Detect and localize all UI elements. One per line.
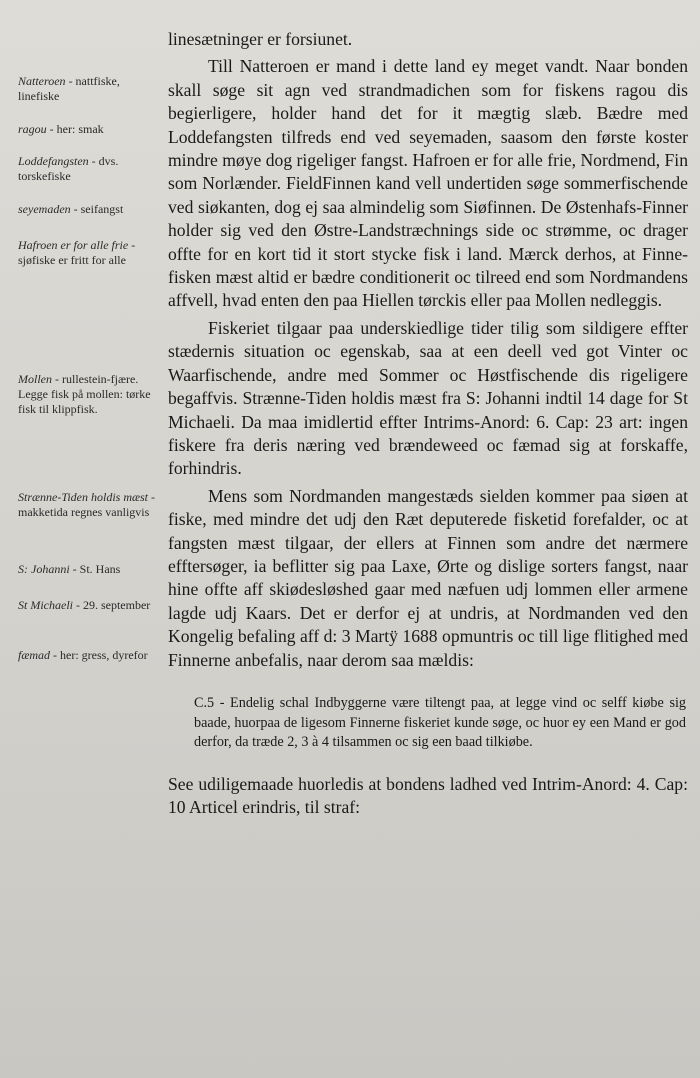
- note-term: Mollen: [18, 372, 52, 386]
- paragraph-see-udiligemaade: See udiligemaade huorledis at bondens ladhed ved Intrim-Anord: 4. Cap: 10 Articel erindris, til straf:: [168, 773, 688, 818]
- note-text: - makketida regnes vanligvis: [18, 490, 156, 519]
- note-text: - nattfiske, linefiske: [18, 74, 120, 103]
- note-term: S: Johanni: [18, 562, 70, 576]
- note-term: seyemaden: [18, 202, 71, 216]
- note-text: - seifangst: [73, 202, 124, 216]
- margin-note-s-johanni: [18, 562, 158, 577]
- note-text: - St. Hans: [72, 562, 121, 576]
- margin-note-straenne-tiden: [18, 490, 158, 520]
- margin-note-seyemaden: [18, 202, 158, 217]
- paragraph-natteroen: Till Natteroen er mand i dette land ey meget vandt. Naar bonden skall søge sit agn ved strandmadichen som for fiskens ragou dis begierligere, holder hand det for it mægtig slæb. Bædre med Loddefangsten tilfreds end ved seyemaden, saasom den første koster mindre møye dog rigeliger fangst. Hafroen er for alle frie, Nordmend, Fin som Norlænder. FieldFinnen kand vell undertiden søge sommerfischende ved siøkanten, dog ej saa almindelig som Siøfinnen. De Østenhafs-Finner holder sig ved den Østre-Landstræchnings side oc strømme, oc drager offte for en kort tid it stort stycke fisk i land. Mærck derhos, at Finne-fisken mæst altid er bædre conditionerit oc tilreed end som Nordmandens affvell, hvad enten den paa Hiellen tørckis eller paa Mollen nedleggis.: [168, 56, 688, 311]
- paragraph-fiskeriet: Fiskeriet tilgaar paa underskiedlige tider tilig som sildigere effter stædernis situation oc egenskab, saa at een deell ved got Vinter oc Waarfischende, andre med Sommer oc Høstfischende dis rigeligere begaffvis. Strænne-Tiden holdis mæst fra S: Johanni indtil 14 dage for St Michaeli. Da maa imidlertid effter Intrims-Anord: 6. Cap: 23 art: ingen fiskere fra deris næring ved brændeweed oc fæmad sig at forskaffe, forhindris.: [168, 317, 688, 479]
- note-text: - her: gress, dyrefor: [53, 648, 148, 662]
- margin-note-faemad: [18, 648, 158, 663]
- note-term: Loddefangsten: [18, 154, 89, 168]
- margin-note-mollen: [18, 372, 158, 417]
- note-text: - 29. september: [75, 598, 151, 612]
- note-term: Natteroen: [18, 74, 66, 88]
- note-text: - sjøfiske er fritt for alle: [18, 238, 136, 267]
- note-text: - her: smak: [49, 122, 104, 136]
- note-term: ragou: [18, 122, 47, 136]
- margin-note-ragou: [18, 122, 158, 137]
- note-term: St Michaeli: [18, 598, 73, 612]
- note-text: - dvs. torskefiske: [18, 154, 119, 183]
- paragraph-nordmanden: Mens som Nordmanden mangestæds sielden kommer paa siøen at fiske, med mindre det udj den Ræt deputerede fisketid forefalder, oc at fangsten mæst tilgaar, der ellers at Finnen som andre det nærmere efftersøger, ia beflitter sig paa Laxe, Ørte og dislige sorters fangst, naar hine offte aff skiødesløshed gaar med næfuen udj lommen eller armene lagde udj Kaars. Det er derfor ej at undris, at Nordmanden ved den Kongelig befaling aff d: 3 Martÿ 1688 opmuntris oc till lige flitighed med Finnerne anbefalis, naar derom saa mældis:: [168, 485, 688, 670]
- quoted-article-c5: C.5 - Endelig schal Indbyggerne være tiltengt paa, at legge vind oc selff kiøbe sig baade, huorpaa de ligesom Finnerne fiskeriet kunde søge, oc huor ey een Mand er god derfor, da træde 2, 3 à 4 tilsammen oc sig een baad tilkiøbe.: [194, 694, 686, 751]
- paragraph-continued: linesætninger er forsiunet.: [168, 29, 353, 49]
- margin-note-natteroen: [18, 74, 158, 104]
- margin-note-loddefangsten: [18, 154, 158, 184]
- main-text: [168, 28, 688, 820]
- note-term: Strænne-Tiden holdis mæst: [18, 490, 149, 504]
- margin-note-st-michaeli: [18, 598, 158, 613]
- note-term: Hafroen er for alle frie: [18, 238, 129, 252]
- note-text: - rullestein-fjære. Legge fisk på mollen: tørke fisk til klippfisk.: [18, 372, 151, 416]
- margin-note-hafroen: [18, 238, 158, 268]
- note-term: fæmad: [18, 648, 51, 662]
